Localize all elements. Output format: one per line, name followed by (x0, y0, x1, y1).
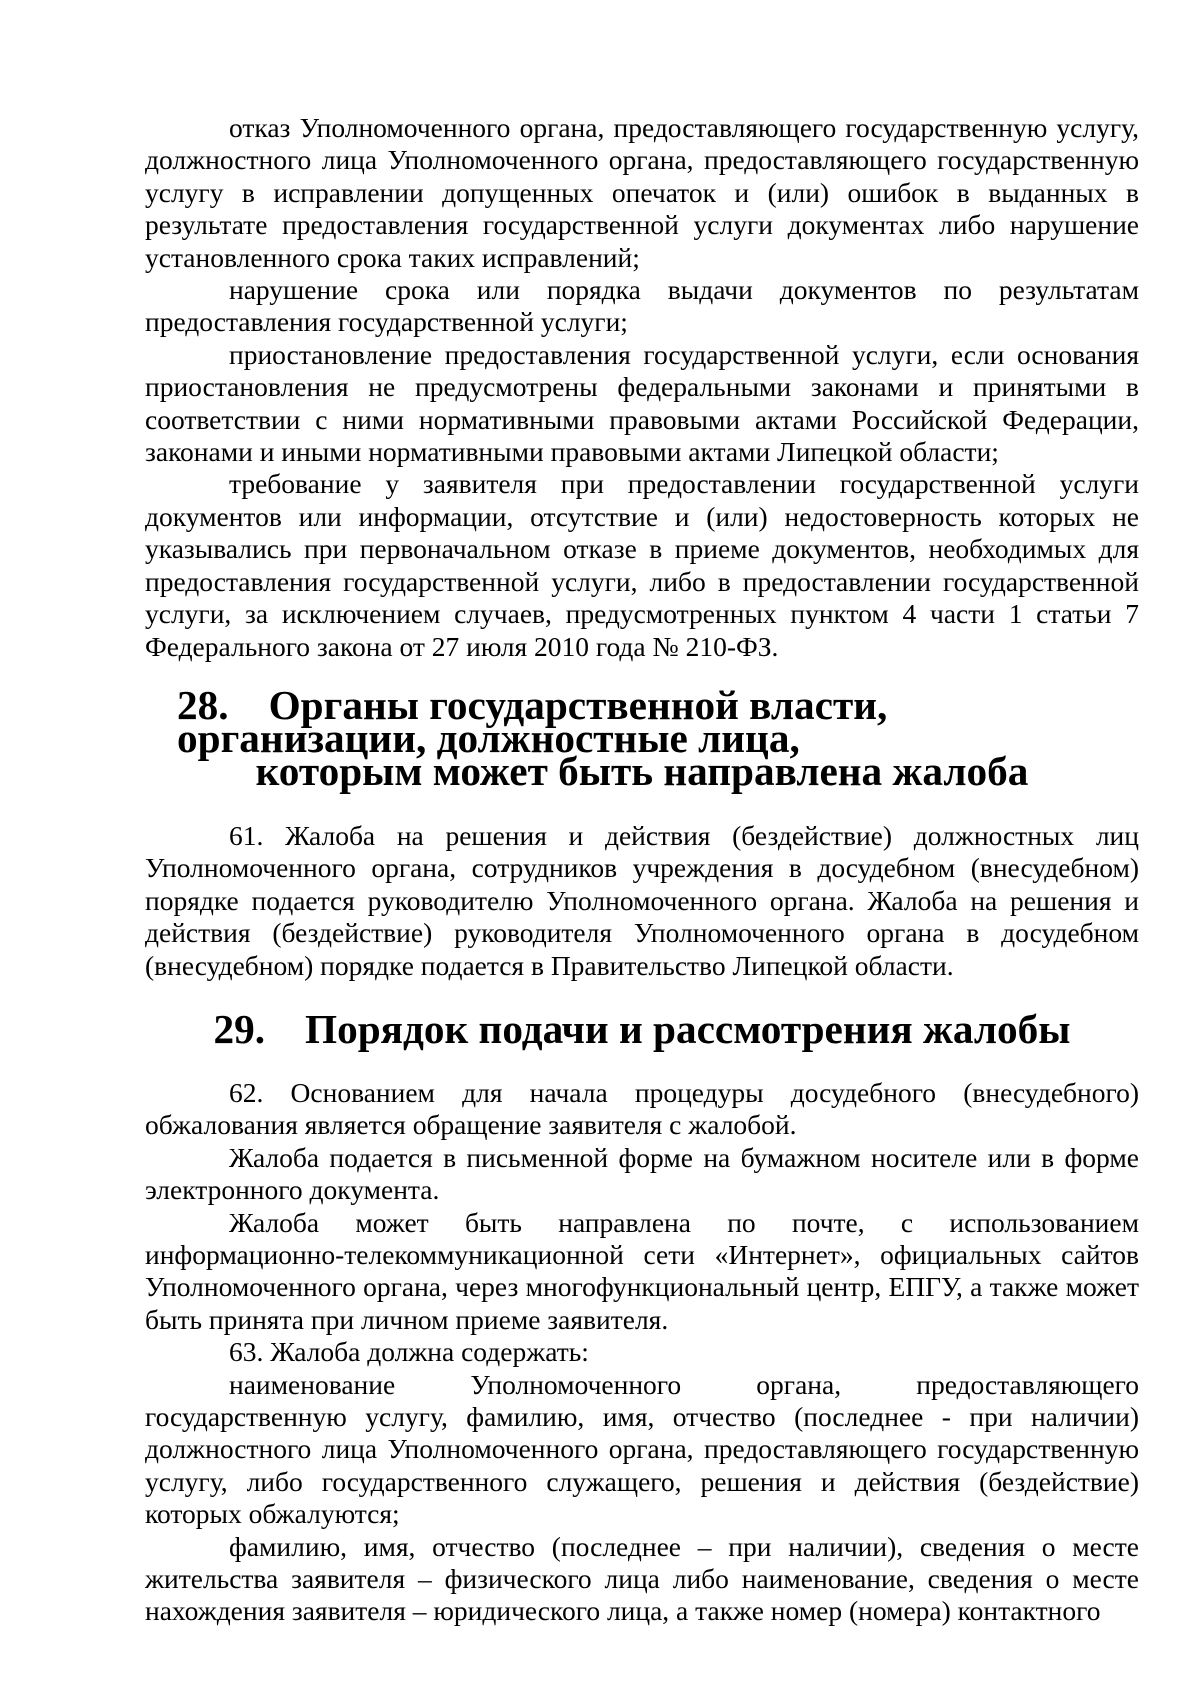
paragraph-deadline-violation: нарушение срока или порядка выдачи документов по результатам предоставления государственной услуги; (145, 274, 1139, 338)
paragraph-61: 61. Жалоба на решения и действия (бездействие) должностных лиц Уполномоченного органа, сотрудников учреждения в досудебном (внесудебном) порядке подается руководителю Уполномоченного органа. Жалоба на решения и действия (бездействие) руководителя Уполномоченного органа в досудебном (внесудебном) порядке подается в Правительство Липецкой области. (145, 819, 1139, 981)
paragraph-suspension: приостановление предоставления государственной услуги, если основания приостановления не предусмотрены федеральными законами и принятыми в соответствии с ними нормативными правовыми актами Российской Федерации, законами и иными нормативными правовыми актами Липецкой области; (145, 338, 1139, 468)
paragraph-document-requirement: требование у заявителя при предоставлении государственной услуги документов или информации, отсутствие и (или) недостоверность которых не указывались при первоначальном отказе в приеме документов, необходимых для предоставления государственной услуги, либо в предоставлении государственной услуги, за исключением случаев, предусмотренных пунктом 4 части 1 статьи 7 Федерального закона от 27 июля 2010 года № 210-ФЗ. (145, 468, 1139, 662)
paragraph-63: 63. Жалоба должна содержать: (229, 1336, 589, 1368)
section-29-number: 29. (213, 1005, 266, 1052)
section-28-heading (145, 681, 1139, 794)
section-28-title-line2: которым может быть направлена жалоба (255, 747, 1029, 794)
section-28-number: 28. (177, 681, 229, 728)
paragraph-applicant-details: фамилию, имя, отчество (последнее – при наличии), сведения о месте жительства заявителя – физического лица либо наименование, сведения о месте нахождения заявителя – юридического лица, а также номер (номера) контактного (145, 1530, 1139, 1627)
paragraph-written-form: Жалоба подается в письменной форме на бумажном носителе или в форме электронного документа. (145, 1141, 1139, 1206)
paragraph-authority-name: наименование Уполномоченного органа, предоставляющего государственную услугу, фамилию, имя, отчество (последнее - при наличии) должностного лица Уполномоченного органа, предоставляющего государственную услугу, либо государственного служащего, решения и действия (бездействие) которых обжалуются; (145, 1368, 1139, 1530)
paragraph-refusal-correction: отказ Уполномоченного органа, предоставляющего государственную услугу, должностного лица Уполномоченного органа, предоставляющего государственную услугу в исправлении допущенных опечаток и (или) ошибок в выданных в результате предоставления государственной услуги документах либо нарушение установленного срока таких исправлений; (145, 112, 1139, 273)
paragraph-62: 62. Основанием для начала процедуры досудебного (внесудебного) обжалования является обращение заявителя с жалобой. (145, 1076, 1139, 1141)
section-28-title-line1: Органы государственной власти, организации, должностные лица, (177, 681, 888, 761)
paragraph-delivery-methods: Жалоба может быть направлена по почте, с использованием информационно-телекоммуникационной сети «Интернет», официальных сайтов Уполномоченного органа, через многофункциональный центр, ЕПГУ, а также может быть принята при личном приеме заявителя. (145, 1206, 1139, 1335)
section-29-heading (145, 1005, 1139, 1052)
document-page (145, 112, 1139, 1628)
section-29-title: Порядок подачи и рассмотрения жалобы (305, 1005, 1071, 1052)
